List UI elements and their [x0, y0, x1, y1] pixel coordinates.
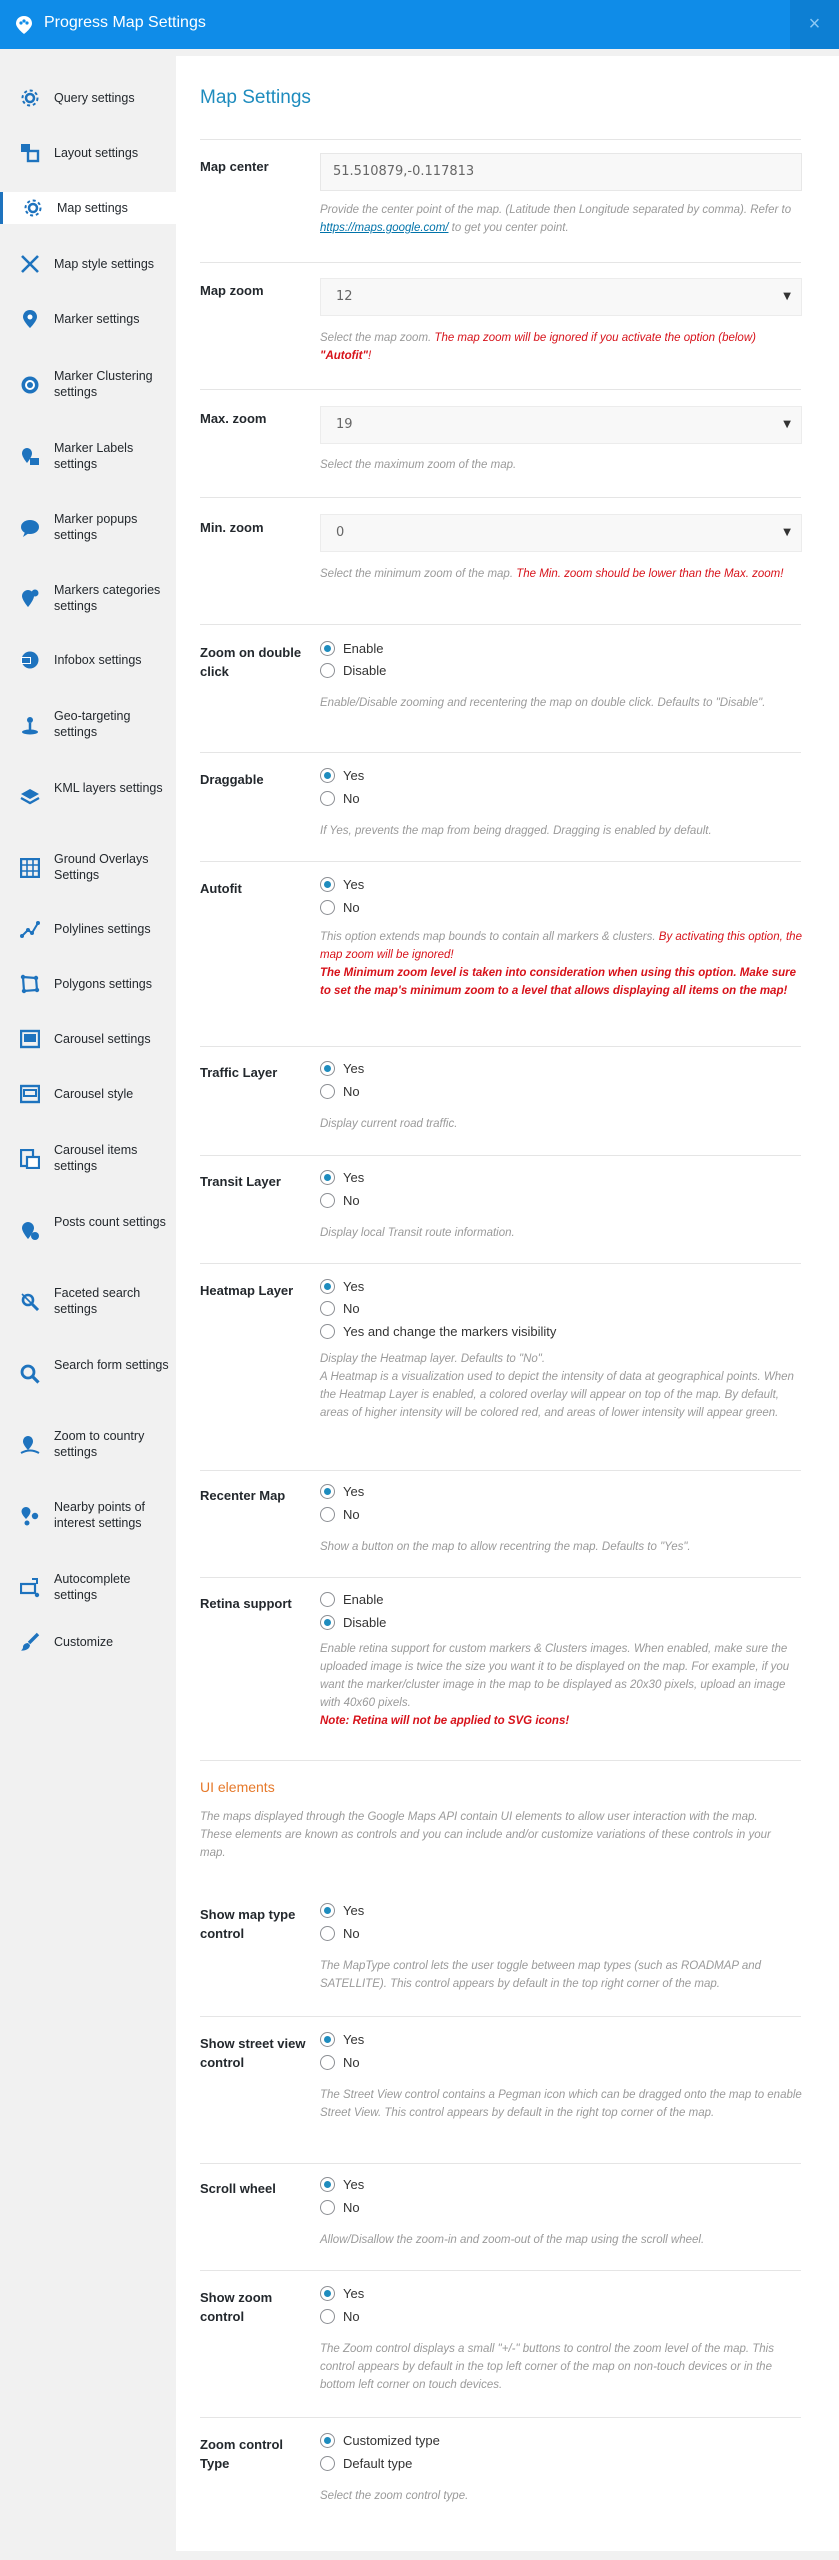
radio-button[interactable]: [320, 768, 335, 783]
retina-radio-enable[interactable]: [320, 1592, 383, 1607]
radio-label: No: [343, 900, 360, 915]
sidebar-item-carousel-settings[interactable]: [0, 1023, 176, 1055]
sidebar-item-label: Nearby points of interest settings: [54, 1500, 146, 1530]
heatmap-label: Heatmap Layer: [200, 1283, 294, 1298]
radio-label: No: [343, 1507, 360, 1522]
map-type-radio-no[interactable]: [320, 1926, 360, 1941]
autofit-label: Autofit: [200, 881, 242, 896]
overlay-icon: [20, 858, 40, 878]
sidebar-item-label: Polygons settings: [54, 977, 152, 991]
radio-button[interactable]: [320, 1484, 335, 1499]
sidebar-item-zoom-to-country-settings[interactable]: [0, 1419, 176, 1471]
sidebar-item-label: Carousel style: [54, 1087, 134, 1101]
dropdown-arrow-icon: ▼: [783, 419, 791, 430]
traffic-label: Traffic Layer: [200, 1065, 278, 1080]
close-icon[interactable]: ×: [790, 0, 839, 49]
radio-button[interactable]: [320, 2032, 335, 2047]
title-bar: [0, 0, 839, 49]
sidebar-item-layout-settings[interactable]: [0, 137, 176, 169]
transit-radio-yes[interactable]: [320, 1170, 364, 1185]
sidebar-item-label: Polylines settings: [54, 922, 151, 936]
sidebar-item-search-form-settings[interactable]: [0, 1348, 176, 1400]
geo-target-icon: [20, 715, 40, 735]
retina-radio-disable[interactable]: [320, 1615, 386, 1630]
radio-button[interactable]: [320, 900, 335, 915]
recenter-description: Show a button on the map to allow recentring the map. Defaults to "Yes".: [320, 1541, 691, 1553]
transit-label: Transit Layer: [200, 1174, 281, 1189]
sidebar-item-ground-overlays-settings[interactable]: [0, 842, 176, 894]
radio-label: Yes: [343, 1903, 365, 1918]
map-type-radio-yes[interactable]: [320, 1903, 364, 1918]
sidebar-item-marker-settings[interactable]: [0, 303, 176, 335]
traffic-radio-no[interactable]: [320, 1084, 360, 1099]
radio-button[interactable]: [320, 1170, 335, 1185]
sidebar-item-markers-categories-settings[interactable]: [0, 573, 176, 625]
sidebar-item-label: Map settings: [57, 201, 128, 215]
sidebar-item-faceted-search-settings[interactable]: [0, 1276, 176, 1328]
divider: [200, 1577, 801, 1578]
recenter-radio-yes[interactable]: [320, 1484, 364, 1499]
radio-button[interactable]: [320, 1507, 335, 1522]
radio-label: No: [343, 1301, 360, 1316]
draggable-radio-no[interactable]: [320, 791, 360, 806]
sidebar-item-map-style-settings[interactable]: [0, 248, 176, 280]
traffic-description: Display current road traffic.: [320, 1118, 458, 1130]
radio-button[interactable]: [320, 2286, 335, 2301]
autocomplete-icon: [20, 1578, 40, 1598]
radio-label: No: [343, 2200, 360, 2215]
heatmap-radio-no[interactable]: [320, 1301, 360, 1316]
radio-button[interactable]: [320, 1193, 335, 1208]
scroll-wheel-label: Scroll wheel: [200, 2181, 276, 2196]
recenter-label: Recenter Map: [200, 1488, 286, 1503]
divider: [200, 2163, 801, 2164]
window-title: Progress Map Settings: [44, 14, 206, 31]
min-zoom-description: Select the minimum zoom of the map. The Min. zoom should be lower than the Max. zoom!: [320, 568, 784, 580]
heatmap-radio-yes-and-change-the-markers-visibility[interactable]: [320, 1324, 556, 1339]
divider: [200, 2016, 801, 2017]
carousel-icon: [20, 1029, 40, 1049]
popup-icon: [20, 518, 40, 538]
sidebar-item-label: Query settings: [54, 91, 135, 105]
radio-label: Yes: [343, 768, 365, 783]
divider: [200, 1470, 801, 1471]
radio-label: Yes and change the markers visibility: [343, 1324, 557, 1339]
ui-elements-section-title: UI elements: [200, 1779, 275, 1795]
map-center-description: Provide the center point of the map. (Latitude then Longitude separated by comma). Refer to https://maps.google.com/ to get you center point.: [320, 204, 792, 234]
sidebar-item-label: Marker Labels settings: [54, 441, 134, 471]
scroll-wheel-radio-no[interactable]: [320, 2200, 360, 2215]
infobox-icon: [20, 650, 40, 670]
zoom-control-radio-yes[interactable]: [320, 2286, 364, 2301]
street-view-radio-no[interactable]: [320, 2055, 360, 2070]
pencil-cross-icon: [20, 254, 40, 274]
divider: [200, 139, 801, 140]
categories-icon: [20, 589, 40, 609]
sidebar-item-query-settings[interactable]: [0, 82, 176, 114]
radio-button[interactable]: [320, 1903, 335, 1918]
sidebar-item-label: Infobox settings: [54, 653, 142, 667]
radio-label: No: [343, 2055, 360, 2070]
sidebar-item-label: Customize: [54, 1635, 114, 1649]
sidebar-item-label: Markers categories settings: [54, 583, 161, 613]
divider: [200, 1263, 801, 1264]
radio-label: Default type: [343, 2456, 413, 2471]
cluster-icon: [20, 375, 40, 395]
retina-description: Enable retina support for custom markers & Clusters images. When enabled, make sure the uploaded image is twice the size you want it to be displayed on the map. For example, if you want the marker/cluster image in the map to be displayed as 20x30 pixels, upload an image with 40x60 pixels. Note: Retina will not be applied to SVG icons!: [320, 1643, 790, 1727]
marker-icon: [20, 309, 40, 329]
radio-button[interactable]: [320, 1926, 335, 1941]
autofit-description: This option extends map bounds to contain all markers & clusters. By activating this option, the map zoom will be ignored! The Minimum zoom level is taken into consideration when using this option. Make sure to set the map's minimum zoom to a level that allows displaying all items on the map!: [320, 931, 802, 997]
map-zoom-select[interactable]: 12 ▼: [320, 278, 802, 316]
zoom-dblclick-radio-disable[interactable]: [320, 663, 386, 678]
sidebar-item-marker-popups-settings[interactable]: [0, 502, 176, 554]
sidebar-item-label: Layout settings: [54, 146, 139, 160]
sidebar-item-customize[interactable]: [0, 1626, 176, 1658]
sidebar-item-polygons-settings[interactable]: [0, 968, 176, 1000]
sidebar-item-kml-layers-settings[interactable]: [0, 771, 176, 823]
radio-button[interactable]: [320, 1301, 335, 1316]
sidebar-item-label: Zoom to country settings: [54, 1429, 145, 1459]
search-icon: [20, 1364, 40, 1384]
map-gear-icon: [23, 198, 43, 218]
radio-button[interactable]: [320, 1279, 335, 1294]
map-zoom-description: Select the map zoom. The map zoom will be ignored if you activate the option (below) "Autofit"!: [320, 332, 756, 362]
radio-button[interactable]: [320, 2177, 335, 2192]
polyline-icon: [20, 919, 40, 939]
sidebar-item-label: Posts count settings: [54, 1215, 166, 1229]
google-maps-link[interactable]: https://maps.google.com/: [320, 222, 449, 234]
radio-button[interactable]: [320, 641, 335, 656]
retina-label: Retina support: [200, 1596, 292, 1611]
brush-icon: [20, 1632, 40, 1652]
sidebar-item-label: Autocomplete settings: [54, 1572, 131, 1602]
zoom-type-label: Zoom control Type: [200, 2437, 284, 2471]
divider: [200, 389, 801, 390]
map-zoom-label: Map zoom: [200, 283, 264, 298]
radio-label: Customized type: [343, 2433, 440, 2448]
zoom-dblclick-description: Enable/Disable zooming and recentering the map on double click. Defaults to "Disable".: [320, 697, 766, 709]
recenter-radio-no[interactable]: [320, 1507, 360, 1522]
radio-label: Disable: [343, 1615, 387, 1630]
radio-button[interactable]: [320, 1061, 335, 1076]
sidebar-item-label: Marker Clustering settings: [54, 369, 153, 399]
radio-button[interactable]: [320, 1615, 335, 1630]
street-view-radio-yes[interactable]: [320, 2032, 364, 2047]
scroll-wheel-description: Allow/Disallow the zoom-in and zoom-out of the map using the scroll wheel.: [320, 2234, 705, 2246]
faceted-search-icon: [20, 1292, 40, 1312]
divider: [200, 262, 801, 263]
transit-radio-no[interactable]: [320, 1193, 360, 1208]
radio-label: Yes: [343, 2177, 365, 2192]
layers-icon: [20, 787, 40, 807]
zoom-dblclick-radio-enable[interactable]: [320, 641, 383, 656]
sidebar-item-label: Map style settings: [54, 257, 155, 271]
divider: [200, 2417, 801, 2418]
radio-button[interactable]: [320, 2055, 335, 2070]
max-zoom-label: Max. zoom: [200, 411, 267, 426]
ui-elements-description: The maps displayed through the Google Maps API contain UI elements to allow user interaction with the map. These elements are known as controls and you can include and/or customize variations of these controls in your map.: [200, 1811, 771, 1859]
radio-button[interactable]: [320, 791, 335, 806]
divider: [200, 624, 801, 625]
dropdown-arrow-icon: ▼: [783, 527, 791, 538]
page-title: Map Settings: [200, 87, 311, 108]
divider: [200, 1760, 801, 1761]
autofit-radio-no[interactable]: [320, 900, 360, 915]
max-zoom-select[interactable]: 19 ▼: [320, 406, 802, 444]
draggable-label: Draggable: [200, 772, 264, 787]
radio-button[interactable]: [320, 2433, 335, 2448]
radio-label: No: [343, 1084, 360, 1099]
heatmap-description: Display the Heatmap layer. Defaults to "No". A Heatmap is a visualization used to depict the intensity of data at geographical points. When the Heatmap Layer is enabled, a colored overlay will appear on top of the map. By default, areas of higher intensity will be colored red, and areas of lower intensity will appear green.: [320, 1353, 794, 1419]
divider: [200, 1155, 801, 1156]
sidebar-item-infobox-settings[interactable]: [0, 644, 176, 676]
draggable-description: If Yes, prevents the map from being dragged. Dragging is enabled by default.: [320, 825, 712, 837]
radio-label: Enable: [343, 1592, 384, 1607]
layout-icon: [20, 143, 40, 163]
sidebar-item-label: Carousel items settings: [54, 1143, 138, 1173]
radio-label: Yes: [343, 1061, 365, 1076]
radio-label: Yes: [343, 1484, 365, 1499]
sidebar-item-posts-count-settings[interactable]: [0, 1205, 176, 1257]
zoom-type-description: Select the zoom control type.: [320, 2490, 469, 2502]
street-view-label: Show street view control: [200, 2036, 306, 2070]
radio-button[interactable]: [320, 1592, 335, 1607]
dropdown-arrow-icon: ▼: [783, 291, 791, 302]
map-type-description: The MapType control lets the user toggle between map types (such as ROADMAP and SATELLITE). This control appears by default in the top right corner of the map.: [320, 1960, 762, 1990]
radio-label: No: [343, 2309, 360, 2324]
radio-button[interactable]: [320, 1084, 335, 1099]
sidebar-item-label: Carousel settings: [54, 1032, 151, 1046]
max-zoom-description: Select the maximum zoom of the map.: [320, 459, 517, 471]
min-zoom-label: Min. zoom: [200, 520, 264, 535]
nearby-icon: [20, 1506, 40, 1526]
divider: [200, 1046, 801, 1047]
radio-label: Yes: [343, 1279, 365, 1294]
polygon-icon: [20, 974, 40, 994]
zoom-control-radio-no[interactable]: [320, 2309, 360, 2324]
sidebar-item-geo-targeting-settings[interactable]: [0, 699, 176, 751]
sidebar-item-label: Ground Overlays Settings: [54, 852, 149, 882]
carousel-style-icon: [20, 1084, 40, 1104]
radio-button[interactable]: [320, 877, 335, 892]
draggable-radio-yes[interactable]: [320, 768, 364, 783]
sidebar-item-carousel-style[interactable]: [0, 1078, 176, 1110]
divider: [200, 497, 801, 498]
radio-label: No: [343, 1193, 360, 1208]
sidebar-item-label: Geo-targeting settings: [54, 709, 131, 739]
sidebar-item-label: Search form settings: [54, 1358, 169, 1372]
street-view-description: The Street View control contains a Pegman icon which can be dragged onto the map to enable Street View. This control appears by default in the right top corner of the map.: [320, 2089, 802, 2119]
sidebar-item-label: Marker settings: [54, 312, 140, 326]
zoom-dblclick-label: Zoom on double click: [200, 645, 302, 679]
transit-description: Display local Transit route information.: [320, 1227, 515, 1239]
divider: [200, 861, 801, 862]
radio-button[interactable]: [320, 2200, 335, 2215]
min-zoom-select[interactable]: 0 ▼: [320, 514, 802, 552]
heatmap-radio-yes[interactable]: [320, 1279, 364, 1294]
radio-label: No: [343, 791, 360, 806]
progress-map-logo-icon: [14, 15, 34, 35]
sidebar-item-carousel-items-settings[interactable]: [0, 1133, 176, 1185]
sidebar-item-label: KML layers settings: [54, 781, 163, 795]
sidebar-item-map-settings[interactable]: [0, 192, 176, 224]
marker-label-icon: [20, 447, 40, 467]
traffic-radio-yes[interactable]: [320, 1061, 364, 1076]
zoom-control-label: Show zoom control: [200, 2290, 273, 2324]
map-center-input[interactable]: 51.510879,-0.117813: [320, 153, 802, 191]
posts-count-icon: [20, 1221, 40, 1241]
scroll-wheel-radio-yes[interactable]: [320, 2177, 364, 2192]
radio-button[interactable]: [320, 2309, 335, 2324]
radio-label: Yes: [343, 877, 365, 892]
radio-label: Enable: [343, 641, 384, 656]
divider: [200, 752, 801, 753]
gear-icon: [20, 88, 40, 108]
radio-label: No: [343, 1926, 360, 1941]
sidebar-item-marker-labels-settings[interactable]: [0, 431, 176, 483]
autofit-radio-yes[interactable]: [320, 877, 364, 892]
radio-label: Disable: [343, 663, 387, 678]
sidebar-item-polylines-settings[interactable]: [0, 913, 176, 945]
radio-button[interactable]: [320, 1324, 335, 1339]
zoom-country-icon: [20, 1435, 40, 1455]
sidebar-item-label: Marker popups settings: [54, 512, 138, 542]
carousel-items-icon: [20, 1149, 40, 1169]
zoom-type-radio-default-type[interactable]: [320, 2456, 412, 2471]
radio-label: Yes: [343, 1170, 365, 1185]
map-type-label: Show map type control: [200, 1907, 296, 1941]
sidebar-item-nearby-points-of-interest-settings[interactable]: [0, 1490, 176, 1542]
zoom-control-description: The Zoom control displays a small "+/-" buttons to control the zoom level of the map. This control appears by default in the top left corner of the map on non-touch devices or in the bottom left corner on touch devices.: [320, 2343, 774, 2391]
sidebar-item-marker-clustering-settings[interactable]: [0, 359, 176, 411]
sidebar-item-label: Faceted search settings: [54, 1286, 141, 1316]
radio-label: Yes: [343, 2286, 365, 2301]
map-center-label: Map center: [200, 159, 269, 174]
radio-button[interactable]: [320, 663, 335, 678]
radio-label: Yes: [343, 2032, 365, 2047]
sidebar-item-autocomplete-settings[interactable]: [0, 1562, 176, 1614]
divider: [200, 2270, 801, 2271]
radio-button[interactable]: [320, 2456, 335, 2471]
zoom-type-radio-customized-type[interactable]: [320, 2433, 440, 2448]
